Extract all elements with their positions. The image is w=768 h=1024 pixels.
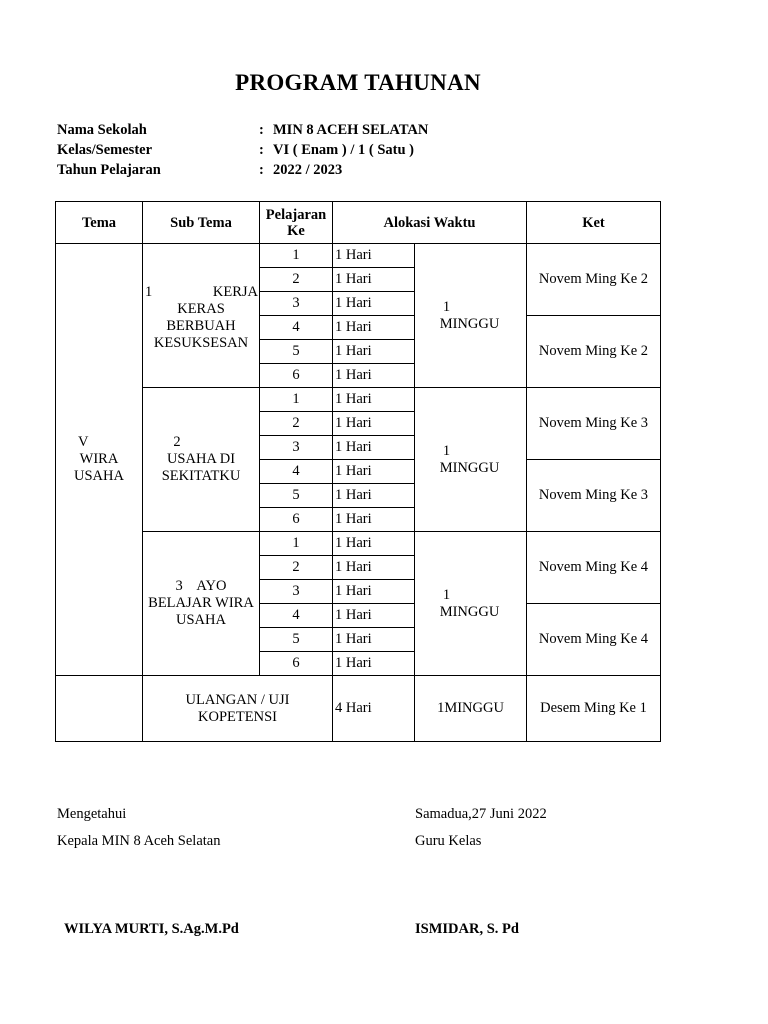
- lesson-number: 2: [260, 412, 333, 436]
- info-label: Tahun Pelajaran: [57, 162, 161, 178]
- info-value: 2022 / 2023: [273, 162, 343, 178]
- lesson-number: 5: [260, 340, 333, 364]
- lesson-number: 3: [260, 436, 333, 460]
- lesson-number: 5: [260, 484, 333, 508]
- info-value: MIN 8 ACEH SELATAN: [273, 122, 429, 138]
- ulangan-line2: KOPETENSI: [198, 708, 277, 725]
- header-ket: Ket: [527, 202, 661, 244]
- subtema-heading: [143, 284, 259, 301]
- table-row: [56, 532, 661, 556]
- lesson-number: 3: [260, 292, 333, 316]
- info-separator: :: [259, 162, 264, 178]
- tema-num: V: [78, 434, 89, 450]
- lesson-days: 1 Hari: [333, 604, 415, 628]
- lesson-days: 1 Hari: [333, 628, 415, 652]
- signature-left-name: WILYA MURTI, S.Ag.M.Pd: [64, 921, 239, 937]
- ket-cell: Novem Ming Ke 4: [527, 604, 661, 676]
- ulangan-days: 4 Hari: [333, 676, 415, 742]
- ket-cell: Novem Ming Ke 3: [527, 388, 661, 460]
- tema-cell: [56, 244, 143, 676]
- lesson-number: 1: [260, 532, 333, 556]
- lesson-days: 1 Hari: [333, 268, 415, 292]
- info-label: Nama Sekolah: [57, 122, 147, 138]
- lesson-days: 1 Hari: [333, 292, 415, 316]
- subtema-cell-3: [143, 532, 260, 676]
- minggu-cell: [415, 388, 527, 532]
- subtema-cell-1: [143, 244, 260, 388]
- subtema-line: BELAJAR WIRA: [148, 595, 254, 611]
- header-alokasi: Alokasi Waktu: [333, 202, 527, 244]
- ulangan-line1: ULANGAN / UJI: [185, 691, 290, 708]
- subtema-line: SEKITATKU: [161, 468, 241, 484]
- lesson-days: 1 Hari: [333, 244, 415, 268]
- header-tema: Tema: [56, 202, 143, 244]
- subtema-heading: [143, 578, 259, 595]
- lesson-number: 5: [260, 628, 333, 652]
- signature-right-line2: Guru Kelas: [415, 833, 482, 849]
- tema-line1: WIRA: [79, 451, 119, 467]
- table-row: [56, 388, 661, 412]
- subtema-num: 2: [173, 434, 181, 450]
- lesson-number: 6: [260, 652, 333, 676]
- lesson-number: 3: [260, 580, 333, 604]
- lesson-number: 2: [260, 268, 333, 292]
- lesson-number: 4: [260, 316, 333, 340]
- info-separator: :: [259, 122, 264, 138]
- ket-cell: Novem Ming Ke 2: [527, 244, 661, 316]
- ket-cell: Novem Ming Ke 4: [527, 532, 661, 604]
- lesson-number: 6: [260, 508, 333, 532]
- subtema-line: KERJA: [212, 284, 258, 300]
- lesson-days: 1 Hari: [333, 652, 415, 676]
- ket-cell: Novem Ming Ke 3: [527, 460, 661, 532]
- minggu-cell: [415, 532, 527, 676]
- info-row-class: [57, 142, 428, 162]
- lesson-number: 2: [260, 556, 333, 580]
- school-info: [57, 122, 428, 182]
- subtema-line: BERBUAH: [166, 318, 236, 334]
- lesson-number: 1: [260, 388, 333, 412]
- lesson-days: 1 Hari: [333, 484, 415, 508]
- minggu-num: 1: [442, 298, 451, 315]
- lesson-number: 4: [260, 460, 333, 484]
- subtema-line: AYO: [196, 578, 227, 594]
- lesson-days: 1 Hari: [333, 436, 415, 460]
- header-pelajaran: [260, 202, 333, 244]
- ulangan-minggu: 1MINGGU: [415, 676, 527, 742]
- lesson-number: 1: [260, 244, 333, 268]
- minggu-label: MINGGU: [439, 315, 500, 332]
- minggu-label: MINGGU: [439, 603, 500, 620]
- header-sub-tema: Sub Tema: [143, 202, 260, 244]
- lesson-days: 1 Hari: [333, 388, 415, 412]
- lesson-days: 1 Hari: [333, 532, 415, 556]
- lesson-days: 1 Hari: [333, 580, 415, 604]
- signature-right-name: ISMIDAR, S. Pd: [415, 921, 519, 937]
- program-table: [55, 201, 661, 742]
- info-separator: :: [259, 142, 264, 158]
- page-title: PROGRAM TAHUNAN: [235, 70, 481, 95]
- lesson-number: 6: [260, 364, 333, 388]
- lesson-days: 1 Hari: [333, 556, 415, 580]
- subtema-num: 1: [145, 284, 153, 300]
- header-pelajaran-line1: Pelajaran: [265, 206, 327, 223]
- minggu-cell: [415, 244, 527, 388]
- lesson-days: 1 Hari: [333, 364, 415, 388]
- ulangan-ket: Desem Ming Ke 1: [527, 676, 661, 742]
- ulangan-cell: [143, 676, 333, 742]
- table-row: [56, 244, 661, 268]
- tema-empty-cell: [56, 676, 143, 742]
- header-pelajaran-line2: Ke: [287, 222, 305, 239]
- minggu-num: 1: [442, 442, 451, 459]
- tema-line2: USAHA: [74, 468, 124, 484]
- signature-left-line1: Mengetahui: [57, 806, 127, 822]
- subtema-line: USAHA DI: [166, 451, 236, 467]
- lesson-days: 1 Hari: [333, 340, 415, 364]
- subtema-num: 3: [175, 578, 183, 594]
- info-value: VI ( Enam ) / 1 ( Satu ): [273, 142, 414, 158]
- info-row-school: [57, 122, 428, 142]
- lesson-days: 1 Hari: [333, 508, 415, 532]
- subtema-cell-2: [143, 388, 260, 532]
- lesson-number: 4: [260, 604, 333, 628]
- info-label: Kelas/Semester: [57, 142, 153, 158]
- lesson-days: 1 Hari: [333, 412, 415, 436]
- table-header-row: [56, 202, 661, 244]
- lesson-days: 1 Hari: [333, 460, 415, 484]
- info-row-year: [57, 162, 428, 182]
- subtema-line: USAHA: [176, 612, 226, 628]
- subtema-line: KERAS: [177, 301, 225, 317]
- lesson-days: 1 Hari: [333, 316, 415, 340]
- signature-left-line2: Kepala MIN 8 Aceh Selatan: [57, 833, 221, 849]
- signature-right-line1: Samadua,27 Juni 2022: [415, 806, 547, 822]
- minggu-num: 1: [442, 586, 451, 603]
- minggu-label: MINGGU: [439, 459, 500, 476]
- subtema-line: KESUKSESAN: [153, 335, 249, 351]
- table-row-ulangan: [56, 676, 661, 742]
- ket-cell: Novem Ming Ke 2: [527, 316, 661, 388]
